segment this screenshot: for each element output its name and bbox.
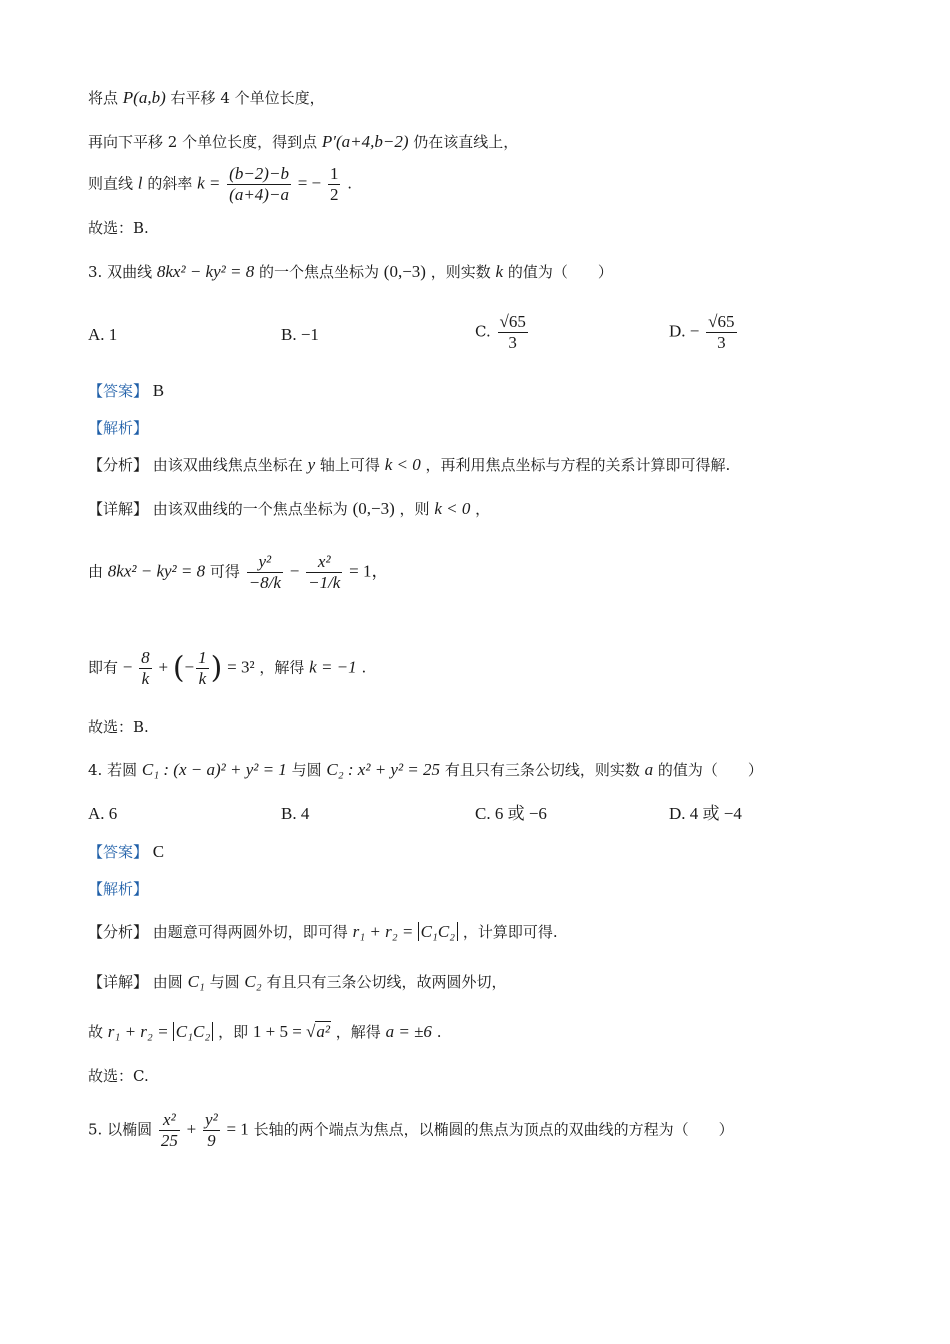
slope-k: k = — [197, 173, 221, 193]
text: 的值为（ ） — [657, 761, 763, 779]
fraction-denominator: 3 — [508, 333, 517, 352]
fraction-denominator: 2 — [329, 185, 339, 204]
var-y: y — [307, 455, 316, 474]
text: 可得 — [209, 562, 240, 581]
text: 5. 以椭圆 — [88, 1120, 153, 1139]
fraction-numerator: 8 — [141, 648, 150, 667]
fraction-numerator: √65 — [708, 312, 735, 331]
minus: − — [122, 657, 133, 677]
fraction-denominator: k — [141, 669, 150, 688]
point-p: P(a,b) — [122, 88, 166, 107]
period: . — [361, 658, 367, 677]
q3-option-b — [281, 325, 319, 345]
text: 有且只有三条公切线，则实数 — [444, 761, 640, 779]
q4-eq: 故 r₁ + r₂ = C₁C₂ ，即 1 + 5 = √a² ，解得 a = ±6 . — [88, 1022, 442, 1041]
option-label: C. — [475, 322, 491, 341]
equals-one: = 1 — [226, 1119, 249, 1139]
option-text: C. 6 或 −6 — [475, 804, 547, 823]
q4-option-a — [88, 804, 117, 824]
q4-option-b — [281, 804, 309, 824]
text: 仍在该直线上， — [413, 133, 519, 151]
slope-fraction — [227, 164, 291, 205]
center-distance: C₁C₂ — [418, 922, 459, 941]
option-label: D. − — [669, 321, 700, 341]
fenxi-tag: 【分析】 — [88, 456, 149, 474]
fraction-denominator: k — [198, 669, 207, 688]
result-fraction — [328, 164, 341, 205]
answer-tag: 【答案】 — [88, 843, 149, 861]
fraction-denominator: 25 — [160, 1131, 178, 1150]
plus: + — [158, 657, 169, 677]
fraction-denominator: (a+4)−a — [229, 185, 289, 204]
equation: 8kx² − ky² = 8 — [107, 561, 206, 581]
text: ，再利用焦点坐标与方程的关系计算即可得解. — [425, 456, 731, 474]
option-fraction — [706, 312, 736, 353]
q3-option-d — [669, 312, 739, 353]
q3-option-a — [88, 325, 117, 345]
q3-eq2: 即有 − $\frac{8}{k}$ + (− $\frac{1}{k}$ ) = 3² ，解得 k = −1 . — [88, 648, 367, 688]
result: k = −1 — [309, 657, 357, 677]
center-distance: C₁C₂ — [173, 1022, 214, 1041]
condition: k < 0 — [434, 499, 471, 518]
sqrt-a2: a² — [316, 1022, 331, 1041]
text: 的一个焦点坐标为 — [258, 263, 379, 281]
answer-value: C — [152, 842, 165, 861]
radius-sum: r₁ + r₂ = — [352, 922, 418, 941]
line-2 — [88, 132, 518, 152]
text: 的斜率 — [147, 174, 193, 193]
fraction-y — [247, 552, 283, 593]
sum: 1 + 5 = — [252, 1022, 307, 1041]
text: 由圆 — [152, 973, 183, 991]
q4-analysis — [88, 879, 148, 899]
pick-answer: 故选：B. — [88, 718, 149, 736]
q4-answer — [88, 842, 164, 862]
text: ， — [475, 500, 491, 518]
text: ，则 — [399, 500, 430, 518]
period: . — [347, 174, 352, 193]
answer-value: B — [152, 381, 165, 400]
option-text: A. 6 — [88, 804, 118, 823]
option-text: D. 4 或 −4 — [669, 804, 742, 823]
result: a = ±6 — [385, 1022, 432, 1041]
analysis-tag: 【解析】 — [88, 880, 149, 898]
text: 有且只有三条公切线，故两圆外切， — [266, 973, 507, 991]
text: 由 — [88, 562, 104, 581]
text: 的值为（ ） — [507, 263, 613, 281]
pick-answer: 故选：B. — [88, 219, 149, 237]
text: 即有 — [88, 658, 119, 677]
option-text: B. −1 — [281, 325, 319, 344]
text: 由该双曲线的一个焦点坐标为 — [152, 500, 348, 518]
circle-c2: C₂ : x² + y² = 25 — [326, 760, 441, 779]
fraction-denominator: 3 — [717, 333, 726, 352]
point-p-prime: P′(a+4,b−2) — [321, 132, 409, 151]
line-1 — [88, 88, 325, 108]
plus: + — [186, 1119, 197, 1139]
ellipse-x-fraction — [159, 1110, 180, 1151]
option-fraction — [498, 312, 528, 353]
condition: k < 0 — [384, 455, 421, 474]
fraction-numerator: y² — [205, 1110, 218, 1129]
text: 长轴的两个端点为焦点，以椭圆的焦点为顶点的双曲线的方程为（ ） — [253, 1120, 734, 1139]
q4-option-d — [669, 804, 742, 824]
text: 则直线 — [88, 174, 134, 193]
fraction-denominator: 9 — [207, 1131, 216, 1150]
text: 故 — [88, 1023, 104, 1041]
text: ，即 — [218, 1023, 249, 1041]
q3-pick — [88, 717, 149, 737]
option-text: A. 1 — [88, 325, 118, 344]
text: 4. 若圆 — [88, 761, 138, 779]
q4-pick — [88, 1066, 149, 1086]
var-a: a — [644, 760, 654, 779]
fraction-denominator: −1/k — [308, 573, 341, 592]
answer-tag: 【答案】 — [88, 382, 149, 400]
text: 与圆 — [291, 761, 322, 779]
ellipse-y-fraction — [203, 1110, 220, 1151]
text: 将点 — [88, 89, 119, 107]
equation: 8kx² − ky² = 8 — [156, 262, 255, 281]
circle-c1: C₁ : (x − a)² + y² = 1 — [141, 760, 287, 779]
focus-point: (0,−3) — [383, 262, 426, 281]
fraction-numerator: √65 — [499, 312, 526, 331]
fraction-x — [306, 552, 342, 593]
line-3 — [88, 164, 352, 205]
xiangjie-tag: 【详解】 — [88, 973, 149, 991]
period: . — [436, 1023, 442, 1041]
text: 3. 双曲线 — [88, 263, 153, 281]
fraction-numerator: (b−2)−b — [229, 164, 289, 183]
fraction-numerator: x² — [159, 1110, 180, 1131]
analysis-tag: 【解析】 — [88, 419, 149, 437]
fraction-numerator: y² — [247, 552, 283, 573]
q3-stem — [88, 262, 613, 282]
text: 再向下平移 2 个单位长度，得到点 — [88, 133, 318, 151]
q3-xiangjie — [88, 499, 490, 519]
xiangjie-tag: 【详解】 — [88, 500, 149, 518]
text: ，计算即可得. — [462, 923, 558, 941]
fraction-denominator: −8/k — [248, 573, 281, 592]
text: 由题意可得两圆外切，即可得 — [152, 923, 348, 941]
q5-stem — [88, 1110, 734, 1151]
text: 由该双曲线焦点坐标在 — [152, 456, 303, 474]
fraction-1k — [196, 648, 209, 689]
text: 与圆 — [209, 973, 240, 991]
fraction-numerator: 1 — [329, 164, 339, 183]
q4-stem — [88, 760, 763, 780]
circle-c2: C₂ — [244, 972, 262, 991]
equals-one: = 1， — [349, 561, 389, 581]
minus: − — [289, 561, 300, 581]
q3-answer — [88, 381, 164, 401]
q3-fenxi — [88, 455, 730, 475]
text: 右平移 4 个单位长度， — [170, 89, 325, 107]
text: ，解得 — [259, 658, 305, 677]
circle-c1: C₁ — [187, 972, 205, 991]
var-k: k — [495, 262, 504, 281]
fenxi-tag: 【分析】 — [88, 923, 149, 941]
fraction-numerator: x² — [306, 552, 342, 573]
radius-sum: r₁ + r₂ = — [107, 1022, 173, 1041]
q4-xiangjie — [88, 972, 506, 992]
focus-point: (0,−3) — [352, 499, 395, 518]
text: 轴上可得 — [319, 456, 380, 474]
fraction-8k — [139, 648, 152, 689]
q3-eq1 — [88, 552, 388, 593]
equals-9: = 3² — [227, 657, 255, 677]
text: ，解得 — [335, 1023, 381, 1041]
pick-answer: 故选：C. — [88, 1067, 149, 1085]
var-l: l — [137, 173, 143, 193]
q3-analysis — [88, 418, 148, 438]
equals: = − — [297, 173, 322, 193]
line-4 — [88, 218, 149, 238]
fraction-numerator: 1 — [198, 648, 207, 667]
text: ，则实数 — [430, 263, 491, 281]
option-text: B. 4 — [281, 804, 310, 823]
q4-fenxi — [88, 922, 558, 942]
q3-option-c — [475, 312, 530, 353]
q4-option-c — [475, 804, 547, 824]
